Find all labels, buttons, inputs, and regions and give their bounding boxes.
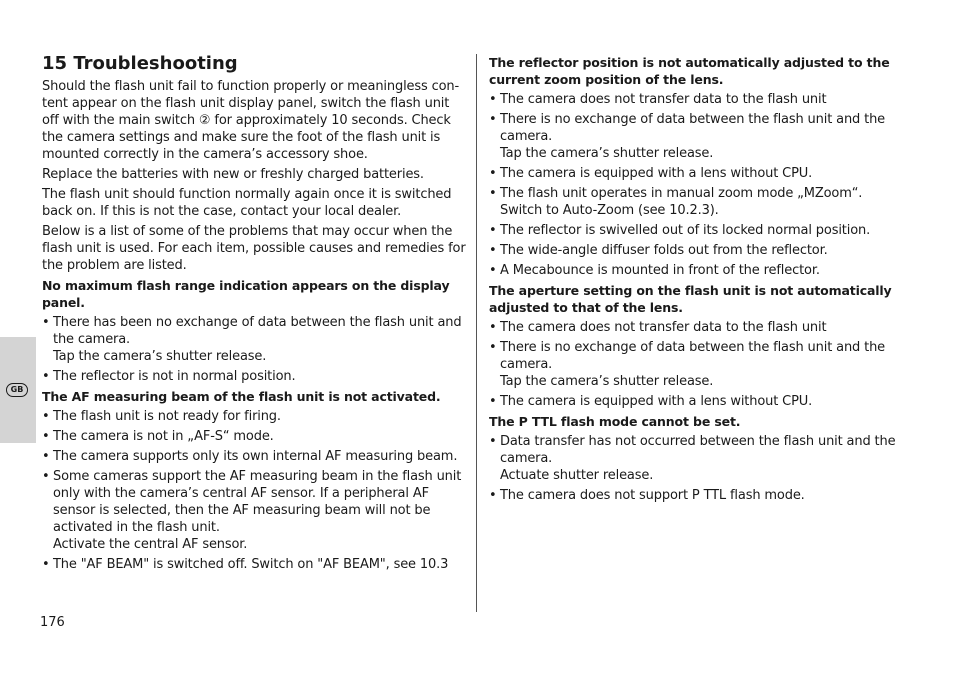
list-item [489, 222, 924, 239]
cause-text: • A Mecabounce is mounted in front of the reflector. [500, 263, 820, 278]
list-item [489, 339, 924, 390]
remedy-text: Tap the camera’s shutter release. [500, 374, 714, 389]
section-heading: The aperture setting on the flash unit is not automatically adjusted to that of the lens. [489, 283, 892, 315]
cause-text: • The camera does not transfer data to the flash unit [500, 92, 827, 107]
page-number: 176 [40, 615, 65, 630]
list-item [489, 393, 924, 410]
list-item [42, 448, 467, 465]
remedy-text: Actuate shutter release. [500, 468, 654, 483]
page-title: 15 Troubleshooting [42, 53, 238, 74]
remedy-text: Activate the central AF sensor. [53, 537, 248, 552]
cause-text: • There is no exchange of data between the flash unit and the camera. [500, 340, 886, 372]
list-item [489, 185, 924, 219]
list-item [489, 433, 924, 484]
remedy-text: Tap the camera’s shutter release. [53, 349, 267, 364]
cause-text: • The wide-angle diffuser folds out from the reflector. [500, 243, 828, 258]
section-heading: No maximum flash range indication appears on the display panel. [42, 278, 450, 310]
list-item [489, 242, 924, 259]
list-item [489, 262, 924, 279]
intro-paragraph: Should the flash unit fail to function properly or meaningless con-tent appear on the flash unit display panel, switch the flash unit off with the main switch ② for approximately 10 seconds. Check the camera settings and make sure the foot of the flash unit is mounted correctly in the camera’s accessory shoe. [42, 79, 460, 162]
cause-text: • The camera supports only its own internal AF measuring beam. [53, 449, 458, 464]
cause-text: • The reflector is swivelled out of its locked normal position. [500, 223, 871, 238]
intro-paragraph: Replace the batteries with new or freshly charged batteries. [42, 167, 424, 182]
cause-text: • Some cameras support the AF measuring beam in the flash unit only with the camera’s central AF sensor. If a peripheral AF sensor is selected, then the AF measuring beam will not be activated in the flash unit. [53, 469, 462, 535]
cause-text: • The camera does not transfer data to the flash unit [500, 320, 827, 335]
remedy-text: Tap the camera’s shutter release. [500, 146, 714, 161]
cause-text: • The flash unit is not ready for firing. [53, 409, 281, 424]
column-divider [476, 54, 477, 612]
left-column [42, 52, 467, 576]
right-column [489, 54, 924, 507]
intro-paragraph: The flash unit should function normally again once it is switched back on. If this is not the case, contact your local dealer. [42, 187, 452, 219]
list-item [42, 556, 467, 573]
cause-text: • The camera does not support P TTL flash mode. [500, 488, 805, 503]
list-item [42, 368, 467, 385]
cause-text: • The "AF BEAM" is switched off. Switch on "AF BEAM", see 10.3 [53, 557, 449, 572]
cause-text: • The camera is equipped with a lens without CPU. [500, 394, 813, 409]
language-badge: GB [6, 383, 28, 397]
section-heading: The reflector position is not automatically adjusted to the current zoom position of the lens. [489, 55, 890, 87]
section-heading: The P TTL flash mode cannot be set. [489, 414, 741, 429]
list-item [489, 487, 924, 504]
list-item [489, 91, 924, 108]
cause-text: • There is no exchange of data between the flash unit and the camera. [500, 112, 886, 144]
section-heading: The AF measuring beam of the flash unit is not activated. [42, 389, 441, 404]
cause-text: • The reflector is not in normal position. [53, 369, 296, 384]
intro-paragraph: Below is a list of some of the problems that may occur when the flash unit is used. For each item, possible causes and remedies for the problem are listed. [42, 224, 466, 273]
list-item [42, 428, 467, 445]
list-item [42, 314, 467, 365]
cause-text: • The camera is not in „AF-S“ mode. [53, 429, 274, 444]
list-item [489, 165, 924, 182]
list-item [42, 468, 467, 553]
cause-text: • The flash unit operates in manual zoom mode „MZoom“. [500, 186, 863, 201]
list-item [489, 319, 924, 336]
remedy-text: Switch to Auto-Zoom (see 10.2.3). [500, 203, 719, 218]
list-item [489, 111, 924, 162]
list-item [42, 408, 467, 425]
cause-text: • Data transfer has not occurred between the flash unit and the camera. [500, 434, 896, 466]
cause-text: • The camera is equipped with a lens without CPU. [500, 166, 813, 181]
cause-text: • There has been no exchange of data between the flash unit and the camera. [53, 315, 462, 347]
